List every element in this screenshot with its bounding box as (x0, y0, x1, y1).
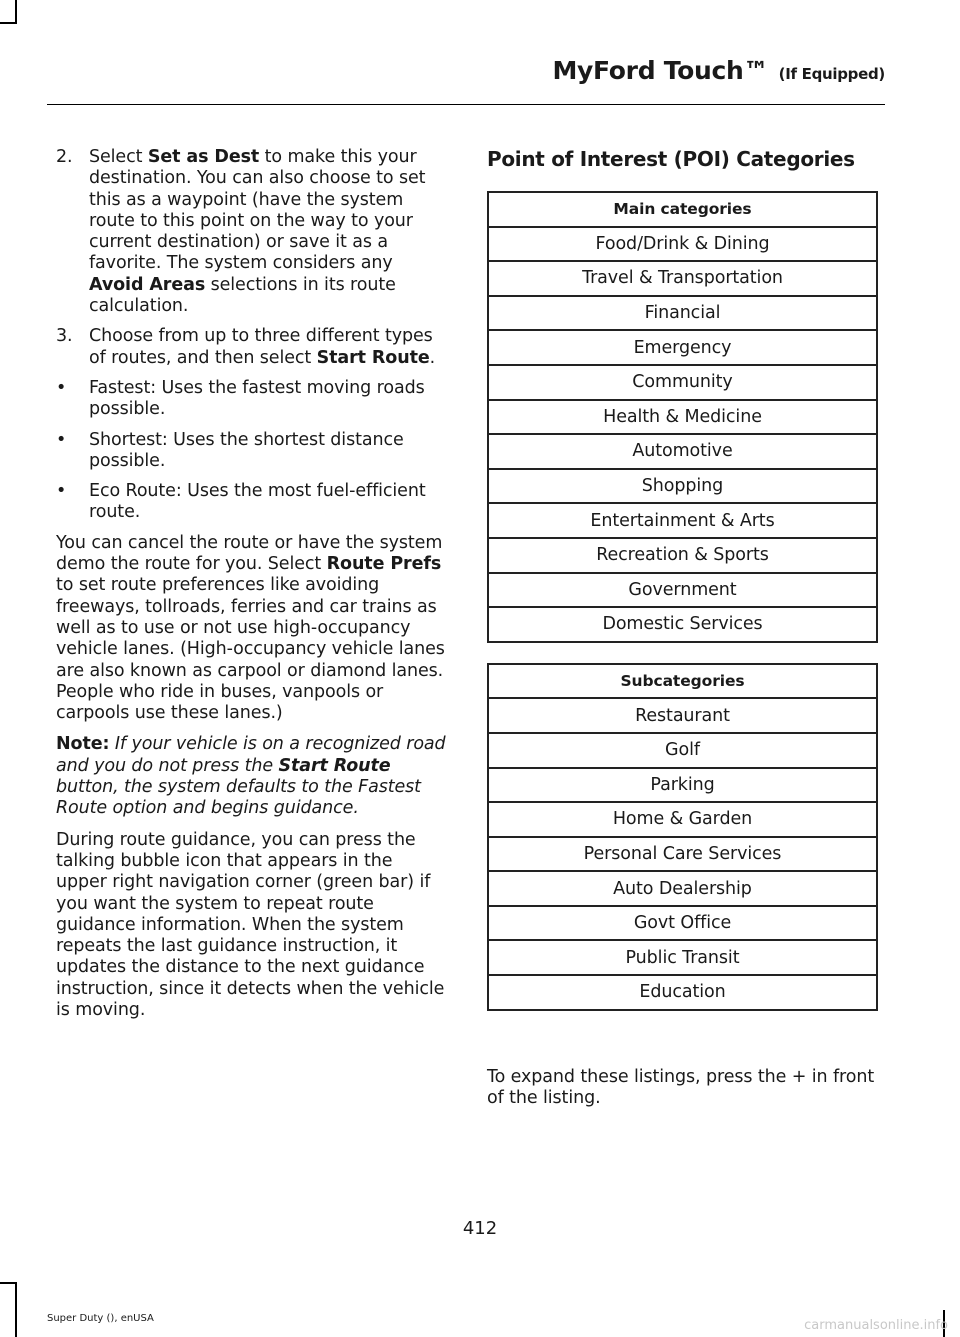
table-row: Domestic Services (488, 607, 877, 642)
crop-mark (15, 0, 17, 22)
header-title: MyFord Touch™ (552, 56, 769, 85)
subcategories-table (487, 663, 878, 1011)
table-row: Emergency (488, 330, 877, 365)
step-number: 2. (56, 147, 73, 167)
page-number: 412 (462, 1218, 498, 1239)
avoid-areas-label: Avoid Areas (89, 274, 206, 295)
bullet-item: • Shortest: Uses the shortest distance possible. (56, 429, 404, 471)
table-row: Golf (488, 733, 877, 768)
table-row: Public Transit (488, 940, 877, 975)
bullet-item: • Eco Route: Uses the most fuel-efficient route. (56, 481, 426, 523)
footer-text: Super Duty (), enUSA (47, 1313, 154, 1324)
route-prefs-label: Route Prefs (326, 554, 442, 575)
table-row: Restaurant (488, 698, 877, 733)
right-column (487, 147, 878, 1011)
step-number: 3. (56, 326, 73, 347)
crop-mark (0, 22, 17, 24)
bullet-icon: • (56, 429, 67, 450)
table-row: Financial (488, 296, 877, 331)
table-row: Auto Dealership (488, 871, 877, 906)
table-row: Education (488, 975, 877, 1010)
table-row: Govt Office (488, 906, 877, 941)
table-row: Health & Medicine (488, 400, 877, 435)
table-row: Automotive (488, 434, 877, 469)
table-row: Personal Care Services (488, 837, 877, 872)
step-3: 3. Choose from up to three different types of routes, and then select Start Route. (56, 326, 436, 368)
section-title: Point of Interest (POI) Categories (487, 147, 855, 171)
bullet-icon: • (56, 377, 67, 398)
route-prefs-paragraph: You can cancel the route or have the system demo the route for you. Select Route Prefs to set route preferences like avoiding freeways, tollroads, ferries and car trains as well as to use or not use high-occupancy vehicle lanes. (High-occupancy vehicle lanes are also known as carpool or diamond lanes. People who ride in buses, vanpools or carpools use these lanes.) (56, 532, 445, 724)
table-row: Recreation & Sports (488, 538, 877, 573)
header-subtitle: (If Equipped) (778, 65, 885, 83)
start-route-label: Start Route (278, 755, 391, 776)
table-header: Subcategories (488, 664, 877, 699)
table-row: Government (488, 573, 877, 608)
table-row: Home & Garden (488, 802, 877, 837)
note-paragraph: Note: If your vehicle is on a recognized road and you do not press the Start Route button, the system defaults to the Fastest Route option and begins guidance. (56, 734, 446, 819)
left-column (56, 147, 448, 1031)
guidance-paragraph: During route guidance, you can press the talking bubble icon that appears in the upper right navigation corner (green bar) if you want the system to repeat route guidance information. When the system repeats the last guidance instruction, it updates the distance to the next guidance instruction, since it detects when the vehicle is moving. (56, 829, 445, 1020)
table-row: Shopping (488, 469, 877, 504)
crop-mark (15, 1282, 17, 1337)
note-label: Note: (56, 734, 110, 755)
table-header: Main categories (488, 192, 877, 227)
bullet-item: • Fastest: Uses the fastest moving roads possible. (56, 377, 425, 420)
table-row: Food/Drink & Dining (488, 227, 877, 262)
watermark: carmanualsonline.info (804, 1318, 948, 1333)
crop-mark (0, 1282, 17, 1284)
start-route-label: Start Route (316, 347, 430, 368)
step-2: 2. Select Set as Dest to make this your destination. You can also choose to set this as a waypoint (have the system route to this point on the way to your current destination) or save it as a favorite. The system considers any Avoid Areas selections in its route calculation. (56, 147, 426, 317)
page-header (0, 56, 885, 85)
table-row: Entertainment & Arts (488, 503, 877, 538)
expand-note: To expand these listings, press the + in front of the listing. (487, 1067, 875, 1109)
set-as-dest-label: Set as Dest (147, 147, 260, 167)
table-row: Parking (488, 768, 877, 803)
main-categories-table (487, 191, 878, 643)
header-rule (47, 104, 885, 105)
table-row: Community (488, 365, 877, 400)
bullet-icon: • (56, 481, 67, 502)
table-row: Travel & Transportation (488, 261, 877, 296)
